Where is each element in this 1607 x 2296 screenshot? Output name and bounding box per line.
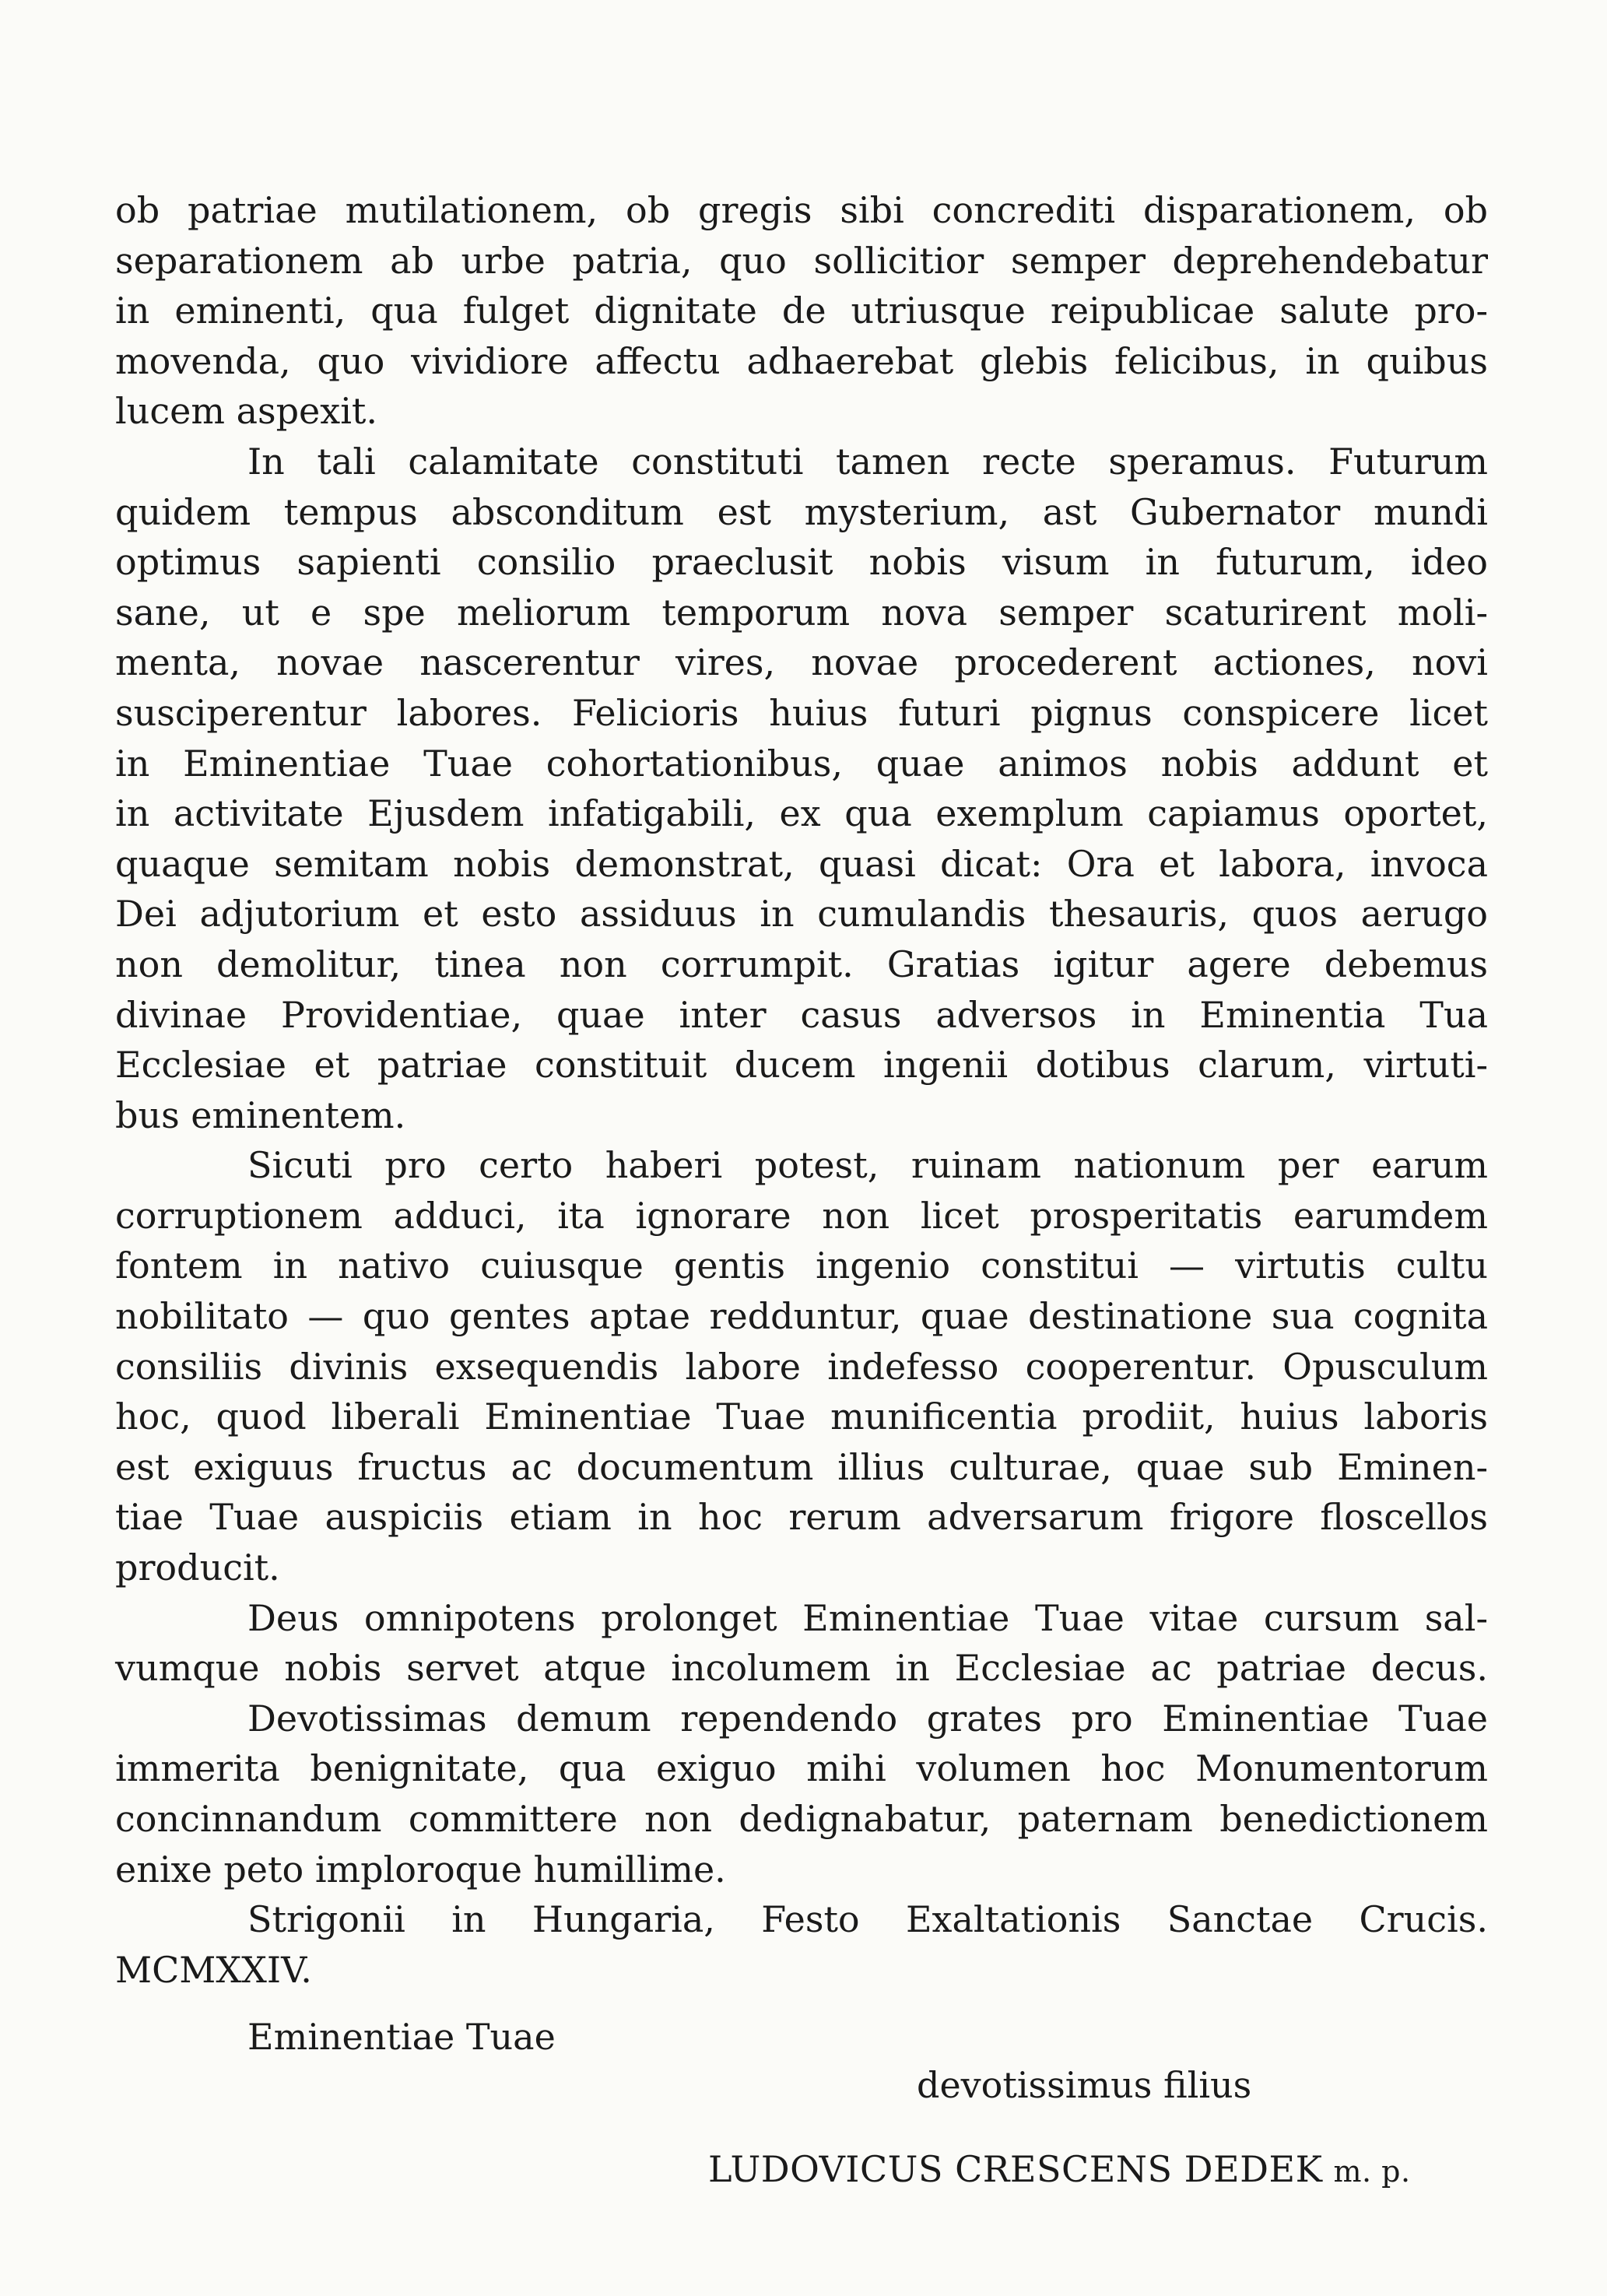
place-date-line: Strigonii in Hungaria, Festo Exaltationis Sanctae Crucis. (247, 1898, 1488, 1941)
text-line: quaque semitam nobis demonstrat, quasi dicat: Ora et labora, invoca (115, 842, 1488, 885)
text-line: bus eminentem. (115, 1094, 406, 1136)
paragraph-start-line: In tali calamitate constituti tamen recte speramus. Futurum (247, 440, 1488, 483)
text-line: susciperentur labores. Felicioris huius futuri pignus conspicere licet (115, 691, 1488, 734)
text-line: optimus sapienti consilio praeclusit nobis visum in futurum, ideo (115, 541, 1488, 584)
paragraph-start-line: Sicuti pro certo haberi potest, ruinam nationum per earum (247, 1144, 1488, 1187)
salutation: Eminentiae Tuae (247, 2016, 556, 2058)
paragraph-start-line: Deus omnipotens prolonget Eminentiae Tuae vitae cursum sal- (247, 1596, 1488, 1639)
text-line: sane, ut e spe meliorum temporum nova semper scaturirent moli- (115, 591, 1488, 634)
paragraph-start-line: Devotissimas demum rependendo grates pro Eminentiae Tuae (247, 1697, 1488, 1740)
text-line: separationem ab urbe patria, quo sollicitior semper deprehendebatur (115, 239, 1488, 282)
text-line: nobilitato — quo gentes aptae redduntur, quae destinatione sua cognita (115, 1295, 1488, 1338)
text-line: enixe peto imploroque humillime. (115, 1848, 726, 1891)
text-line: menta, novae nascerentur vires, novae procederent actiones, novi (115, 641, 1488, 684)
text-line: corruptionem adduci, ita ignorare non licet prosperitatis earumdem (115, 1194, 1488, 1237)
text-line: movenda, quo vividiore affectu adhaerebat glebis felicibus, in quibus (115, 339, 1488, 382)
text-line: fontem in nativo cuiusque gentis ingenio constitui — virtutis cultu (115, 1245, 1488, 1287)
text-line: concinnandum committere non dedignabatur, paternam benedictionem (115, 1798, 1488, 1840)
text-line: in eminenti, qua fulget dignitate de utriusque reipublicae salute pro- (115, 290, 1488, 332)
signature (708, 2148, 1411, 2190)
text-line: est exiguus fructus ac documentum illius culturae, quae sub Eminen- (115, 1445, 1488, 1488)
text-line: Dei adjutorium et esto assiduus in cumulandis thesauris, quos aerugo (115, 893, 1488, 936)
text-line: divinae Providentiae, quae inter casus adversos in Eminentia Tua (115, 993, 1488, 1036)
text-line: ob patriae mutilationem, ob gregis sibi concrediti disparationem, ob (115, 189, 1488, 231)
text-line: producit. (115, 1546, 280, 1589)
text-line: Ecclesiae et patriae constituit ducem ingenii dotibus clarum, virtuti- (115, 1044, 1488, 1087)
closing-phrase: devotissimus filius (917, 2064, 1252, 2106)
signature-suffix: m. p. (1333, 2154, 1411, 2189)
text-line: in activitate Ejusdem infatigabili, ex qua exemplum capiamus oportet, (115, 792, 1488, 835)
text-line: hoc, quod liberali Eminentiae Tuae munificentia prodiit, huius laboris (115, 1396, 1488, 1438)
text-line: immerita benignitate, qua exiguo mihi volumen hoc Monumentorum (115, 1747, 1488, 1790)
year-line: MCMXXIV. (115, 1948, 312, 1991)
text-line: vumque nobis servet atque incolumem in Ecclesiae ac patriae decus. (115, 1647, 1488, 1690)
text-line: quidem tempus absconditum est mysterium, ast Gubernator mundi (115, 490, 1488, 533)
text-line: lucem aspexit. (115, 390, 378, 433)
text-line: in Eminentiae Tuae cohortationibus, quae animos nobis addunt et (115, 742, 1488, 785)
text-line: consiliis divinis exsequendis labore indefesso cooperentur. Opusculum (115, 1345, 1488, 1388)
letter-body (115, 185, 1488, 1995)
signature-name: LUDOVICUS CRESCENS DEDEK (708, 2148, 1323, 2190)
text-line: tiae Tuae auspiciis etiam in hoc rerum adversarum frigore floscellos (115, 1496, 1488, 1539)
text-line: non demolitur, tinea non corrumpit. Gratias igitur agere debemus (115, 943, 1488, 985)
